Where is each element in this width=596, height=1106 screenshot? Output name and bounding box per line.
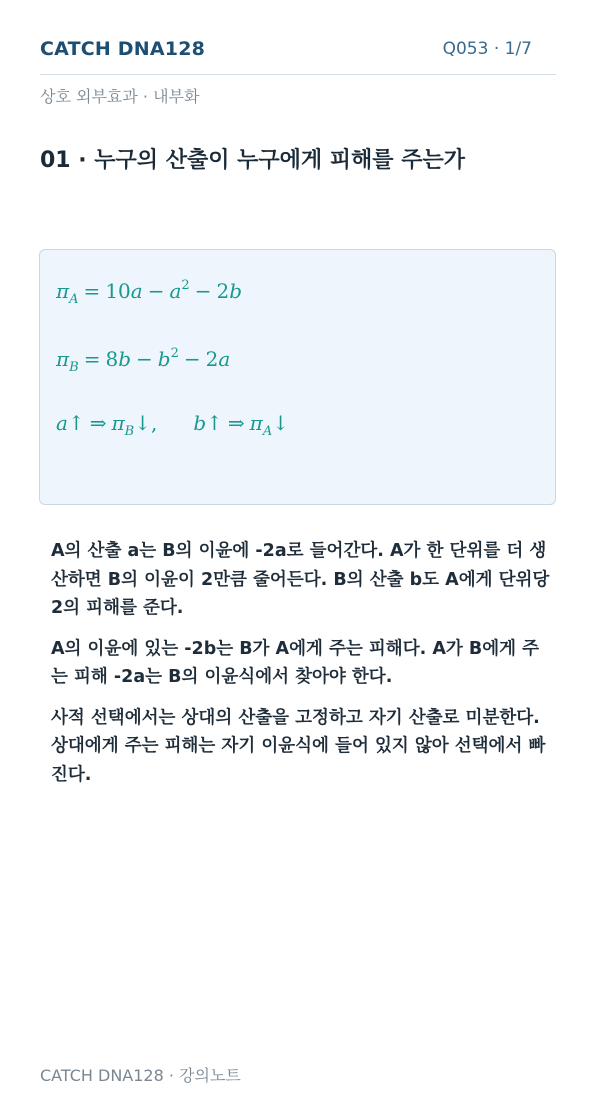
- explanation-body: [51, 537, 551, 801]
- explanation-paragraph: 사적 선택에서는 상대의 산출을 고정하고 자기 산출로 미분한다. 상대에게 주는 피해는 자기 이윤식에 들어 있지 않아 선택에서 빠진다.: [51, 707, 546, 785]
- question-counter: Q053 · 1/7: [442, 39, 532, 59]
- brand-title: CATCH DNA128: [40, 38, 206, 60]
- topic-subtitle: 상호 외부효과 · 내부화: [40, 87, 200, 106]
- explanation-paragraph: A의 이윤에 있는 -2b는 B가 A에게 주는 피해다. A가 B에게 주는 피해 -2a는 B의 이윤식에서 찾아야 한다.: [51, 638, 540, 687]
- explanation-paragraph: A의 산출 a는 B의 이윤에 -2a로 들어간다. A가 한 단위를 더 생산하면 B의 이윤이 2만큼 줄어든다. B의 산출 b도 A에게 단위당 2의 피해를 준다.: [51, 541, 550, 618]
- formula-profit-b: $\pi_B = 8b - b^2 - 2a$: [56, 346, 231, 375]
- formula-box: [39, 249, 556, 505]
- formula-externality: a↑ ⇒ $\pi_B↓$, b↑ ⇒ $\pi_A↓$: [56, 411, 289, 439]
- formula-profit-a: $\pi_A = 10a - a^2 - 2b$: [56, 278, 242, 307]
- header-bar: [40, 36, 556, 75]
- footer-note: CATCH DNA128 · 강의노트: [40, 1066, 241, 1085]
- page-title: 01 · 누구의 산출이 누구에게 피해를 주는가: [40, 148, 465, 173]
